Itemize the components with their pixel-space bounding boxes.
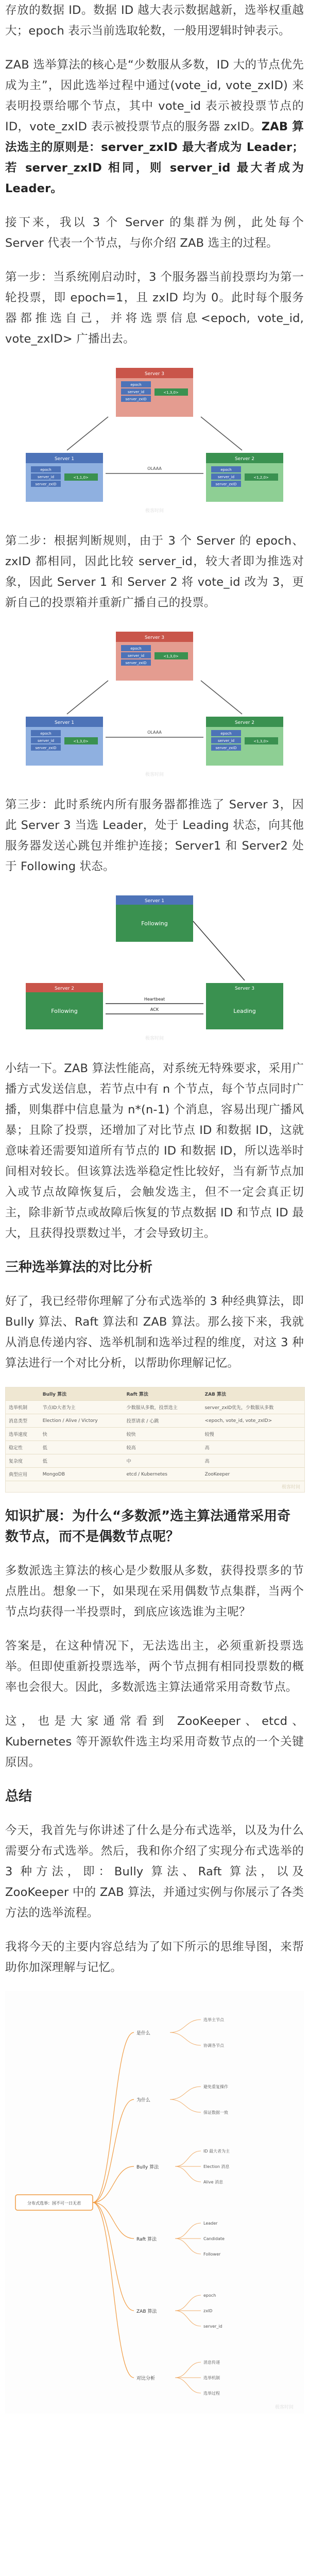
paragraph-zab-core [5, 55, 304, 199]
link-state-label: OLAAA [147, 466, 162, 471]
branch-label: Raft 算法 [136, 2237, 157, 2242]
server3-vote: <1,3,0> [163, 391, 179, 395]
zab-core-text: ZAB 选举算法的核心是“少数服从多数，ID 大的节点优先成为主”，因此选举过程中通过(vote_id, vote_zxID) 来表明投票给哪个节点，其中 vote_id 表示被投票节点的 ID，vote_zxID 表示被投票节点的服务器 zxID。 [5, 58, 304, 133]
comparison-table [6, 1387, 304, 1481]
table-cell: ZooKeeper [202, 1468, 304, 1481]
figure3-watermark: 极客时间 [145, 1036, 164, 1041]
table-cell: 节点ID大者为主 [40, 1401, 124, 1414]
paragraph-opensource: 这，也是大家通常看到 ZooKeeper、etcd、Kubernetes 等开源软件选主均采用奇数节点的一个关键原因。 [5, 1715, 304, 1769]
leaf-label: ID 最大者为主 [203, 2149, 230, 2154]
paragraph-majority: 多数派选主算法的核心是少数服从多数，获得投票多的节点胜出。想象一下，如果现在采用偶数节点集群，当两个节点均获得一半投票时，到底应该选谁为主呢？ [5, 1564, 304, 1619]
server3-row-id: server_id [127, 390, 145, 394]
server1-title: Server 1 [54, 456, 75, 462]
table-header-row [6, 1387, 304, 1401]
top-node-state: Following [141, 920, 168, 927]
table-watermark: 极客时间 [281, 1485, 300, 1490]
left-node-title: Server 2 [54, 986, 75, 991]
heading-summary: 总结 [5, 1789, 32, 1804]
table-cell: 消息类型 [6, 1414, 40, 1428]
left-node-state: Following [51, 1008, 78, 1014]
branch-label: 是什么 [136, 2031, 151, 2036]
server1-row-id-2: server_id [37, 739, 55, 743]
server1-title-2: Server 1 [54, 720, 75, 725]
mindmap-figure [5, 1991, 304, 2414]
table-cell: Election / Alive / Victory [40, 1414, 124, 1428]
paragraph-recap: 今天，我首先与你讲述了什么是分布式选举，以及为什么需要分布式选举。然后，我和你介绍了实现分布式选举的 3 种方法，即：Bully 算法、Raft 算法，以及 ZooKeeper 中的 ZAB 算法，并通过实例与你展示了各类方法的选举流程。 [5, 1824, 304, 1920]
server3-row-epoch-2: epoch [130, 647, 142, 651]
server1-row-epoch-2: epoch [40, 732, 52, 736]
server1-vote-2: <1,3,0> [73, 739, 89, 743]
table-cell: server_zxID优先，少数服从多数 [202, 1401, 304, 1414]
table-header-cell [6, 1387, 40, 1401]
step2-svg [5, 626, 304, 781]
table-cell: 选举机制 [6, 1401, 40, 1414]
comparison-table-figure [5, 1387, 305, 1493]
leaf-label: 避免重复操作 [203, 2084, 228, 2089]
server2-row-id: server_id [217, 475, 235, 479]
following-node-top [116, 895, 193, 942]
branch-label: Bully 算法 [136, 2165, 159, 2170]
table-cell: MongoDB [40, 1468, 124, 1481]
table-cell: 中 [124, 1454, 202, 1468]
server2-title-2: Server 2 [234, 720, 255, 725]
figure-step2-diagram [5, 626, 304, 781]
figure-step1-diagram [5, 363, 304, 517]
table-cell: 高 [202, 1441, 304, 1454]
leaf-label: 选举过程 [203, 2391, 220, 2396]
table-cell: 投票请求 / 心跳 [124, 1414, 202, 1428]
server3-row-epoch: epoch [130, 383, 142, 387]
server1-row-id: server_id [37, 475, 55, 479]
server3-title-2: Server 3 [144, 635, 165, 640]
server1-row-zxid-2: server_zxID [35, 746, 57, 750]
leaf-label: Candidate [203, 2236, 225, 2241]
server2-node [206, 453, 283, 502]
leaf-label: 消息传递 [203, 2360, 220, 2365]
zab-rule-strong: ZAB 算法选主的原则是：server_zxID 最大者成为 Leader；若 server_zxID 相同，则 server_id 最大者成为 Leader。 [5, 120, 304, 195]
paragraph-example: 接下来，我以 3 个 Server 的集群为例，此处每个 Server 代表一个节点，与你介绍 ZAB 选主的过程。 [5, 216, 304, 250]
paragraph-step1: 第一步：当系统刚启动时，3 个服务器当前投票均为第一轮投票，即 epoch=1，且 zxID 均为 0。此时每个服务器都推选自己，并将选票信息<epoch, vote_id, vote_zxID> 广播出去。 [5, 270, 304, 346]
mindmap-svg [5, 1991, 304, 2414]
server3-node-step2 [116, 632, 193, 681]
server2-node-step2 [206, 717, 283, 766]
server2-row-zxid: server_zxID [215, 482, 237, 486]
table-cell: <epoch, vote_id, vote_zxID> [202, 1414, 304, 1428]
right-node-title: Server 3 [234, 986, 255, 991]
paragraph-summary: 小结一下。ZAB 算法性能高，对系统无特殊要求，采用广播方式发送信息，若节点中有 n 个节点，每个节点同时广播，则集群中信息量为 n*(n-1) 个消息，容易出现广播风暴；且除了投票，还增加了对比节点 ID 和数据 ID，这就意味着还需要知道所有节点的 ID 和数据 ID，所以选举时间相对较长。但该算法选举稳定性比较好，当有新节点加入或节点故障恢复后，会触发选主，但不一定会真正切主，除非新节点或故障后恢复的节点数据 ID 和节点 ID 最大，且获得投票数过半，才会导致切主。 [5, 1062, 304, 1240]
server3-vote-2: <1,3,0> [163, 654, 179, 658]
server3-row-id-2: server_id [127, 654, 145, 658]
table-row [6, 1414, 304, 1428]
table-cell: 较快 [124, 1428, 202, 1441]
table-cell: 稳定性 [6, 1441, 40, 1454]
server3-node [116, 368, 193, 417]
server1-row-zxid: server_zxID [35, 482, 57, 486]
heartbeat-label: Heartbeat [144, 997, 165, 1002]
table-cell: 快 [40, 1428, 124, 1441]
figure2-watermark: 极客时间 [145, 772, 164, 777]
figure1-watermark: 极客时间 [145, 509, 164, 514]
table-row [6, 1441, 304, 1454]
server2-row-epoch-2: epoch [220, 732, 232, 736]
server2-vote: <1,2,0> [253, 476, 269, 480]
server1-row-epoch: epoch [40, 468, 52, 472]
server1-node [26, 453, 103, 502]
table-cell: 低 [40, 1454, 124, 1468]
table-cell: 典型应用 [6, 1468, 40, 1481]
leaf-label: Alive 消息 [203, 2180, 224, 2184]
heading-knowledge-extension: 知识扩展：为什么“多数派”选主算法通常采用奇数节点，而不是偶数节点呢？ [5, 1509, 291, 1545]
following-node-left [26, 983, 103, 1029]
right-node-state: Leading [233, 1008, 256, 1014]
paragraph-comparison: 好了，我已经带你理解了分布式选举的 3 种经典算法，即 Bully 算法、Raft 算法和 ZAB 算法。那么接下来，我就从消息传递内容、选举机制和选举过程的维度，对这 3 种算法进行一个对比分析，以帮助你理解记忆。 [5, 1295, 304, 1370]
figure-step3-diagram [5, 890, 304, 1045]
server3-row-zxid-2: server_zxID [125, 661, 147, 665]
ack-label: ACK [150, 1007, 159, 1012]
table-cell: 高 [202, 1454, 304, 1468]
table-row [6, 1468, 304, 1481]
mindmap-root: 分布式选举：国不可一日无君 [27, 2201, 81, 2206]
server2-vote-2: <1,3,0> [253, 739, 269, 743]
leaf-label: Follower [203, 2252, 221, 2257]
leaf-label: 选举机制 [203, 2376, 220, 2380]
server2-row-zxid-2: server_zxID [215, 746, 237, 750]
table-row [6, 1454, 304, 1468]
paragraph-answer: 答案是，在这种情况下，无法选出主，必须重新投票选举。但即使重新投票选举，两个节点拥有相同投票数的概率也会很大。因此，多数派选主算法通常采用奇数节点。 [5, 1639, 304, 1694]
leaf-label: server_id [203, 2324, 222, 2329]
server2-row-id-2: server_id [217, 739, 235, 743]
leaf-label: epoch [203, 2293, 216, 2298]
table-cell: 选举速度 [6, 1428, 40, 1441]
heading-comparison: 三种选举算法的对比分析 [5, 1260, 153, 1275]
table-cell: etcd / Kubernetes [124, 1468, 202, 1481]
leaf-label: 协调各节点 [203, 2043, 224, 2048]
server2-row-epoch: epoch [220, 468, 232, 472]
table-header-cell: ZAB 算法 [202, 1387, 304, 1401]
table-cell: 低 [40, 1441, 124, 1454]
server3-row-zxid: server_zxID [125, 397, 147, 401]
leaf-label: Election 消息 [203, 2164, 230, 2169]
table-cell: 较慢 [202, 1428, 304, 1441]
table-cell: 少数服从多数，投票选主 [124, 1401, 202, 1414]
table-cell: 复杂度 [6, 1454, 40, 1468]
server3-title: Server 3 [144, 371, 165, 377]
paragraph-intro: 存放的数据 ID。数据 ID 越大表示数据越新，选举权重越大；epoch 表示当前选取轮数，一般用逻辑时钟表示。 [5, 4, 304, 38]
leaf-label: 保证数据一致 [203, 2110, 228, 2115]
table-header-cell: Raft 算法 [124, 1387, 202, 1401]
branch-label: 为什么 [136, 2098, 151, 2103]
paragraph-step2: 第二步：根据判断规则，由于 3 个 Server 的 epoch、zxID 都相同，因此比较 server_id，较大者即为推选对象，因此 Server 1 和 Server 2 将 vote_id 改为 3，更新自己的投票箱并重新广播自己的投票。 [5, 534, 304, 609]
table-row [6, 1401, 304, 1414]
leaf-label: zxID [203, 2309, 213, 2313]
table-header-cell: Bully 算法 [40, 1387, 124, 1401]
server1-node-step2 [26, 717, 103, 766]
paragraph-mindmap-intro: 我将今天的主要内容总结为了如下所示的思维导图，来帮助你加深理解与记忆。 [5, 1940, 304, 1974]
branch-label: 对比分析 [136, 2376, 156, 2381]
server1-vote: <1,1,0> [73, 476, 89, 480]
leaf-label: Leader [203, 2221, 218, 2226]
paragraph-step3: 第三步：此时系统内所有服务器都推选了 Server 3，因此 Server 3 当选 Leader，处于 Leading 状态，向其他服务器发送心跳包并维护连接；Server1 和 Server2 处于 Following 状态。 [5, 798, 304, 873]
branch-label: ZAB 算法 [136, 2309, 157, 2314]
step3-svg [5, 890, 304, 1045]
table-cell: 较高 [124, 1441, 202, 1454]
leading-node-right [206, 983, 283, 1029]
server2-title: Server 2 [234, 456, 255, 462]
top-node-title: Server 1 [144, 899, 165, 904]
link-state-label-2: OLAAA [147, 730, 162, 735]
step1-svg [5, 363, 304, 517]
leaf-label: 选举主节点 [203, 2018, 224, 2022]
mindmap-watermark: 极客时间 [274, 2405, 294, 2410]
table-row [6, 1428, 304, 1441]
